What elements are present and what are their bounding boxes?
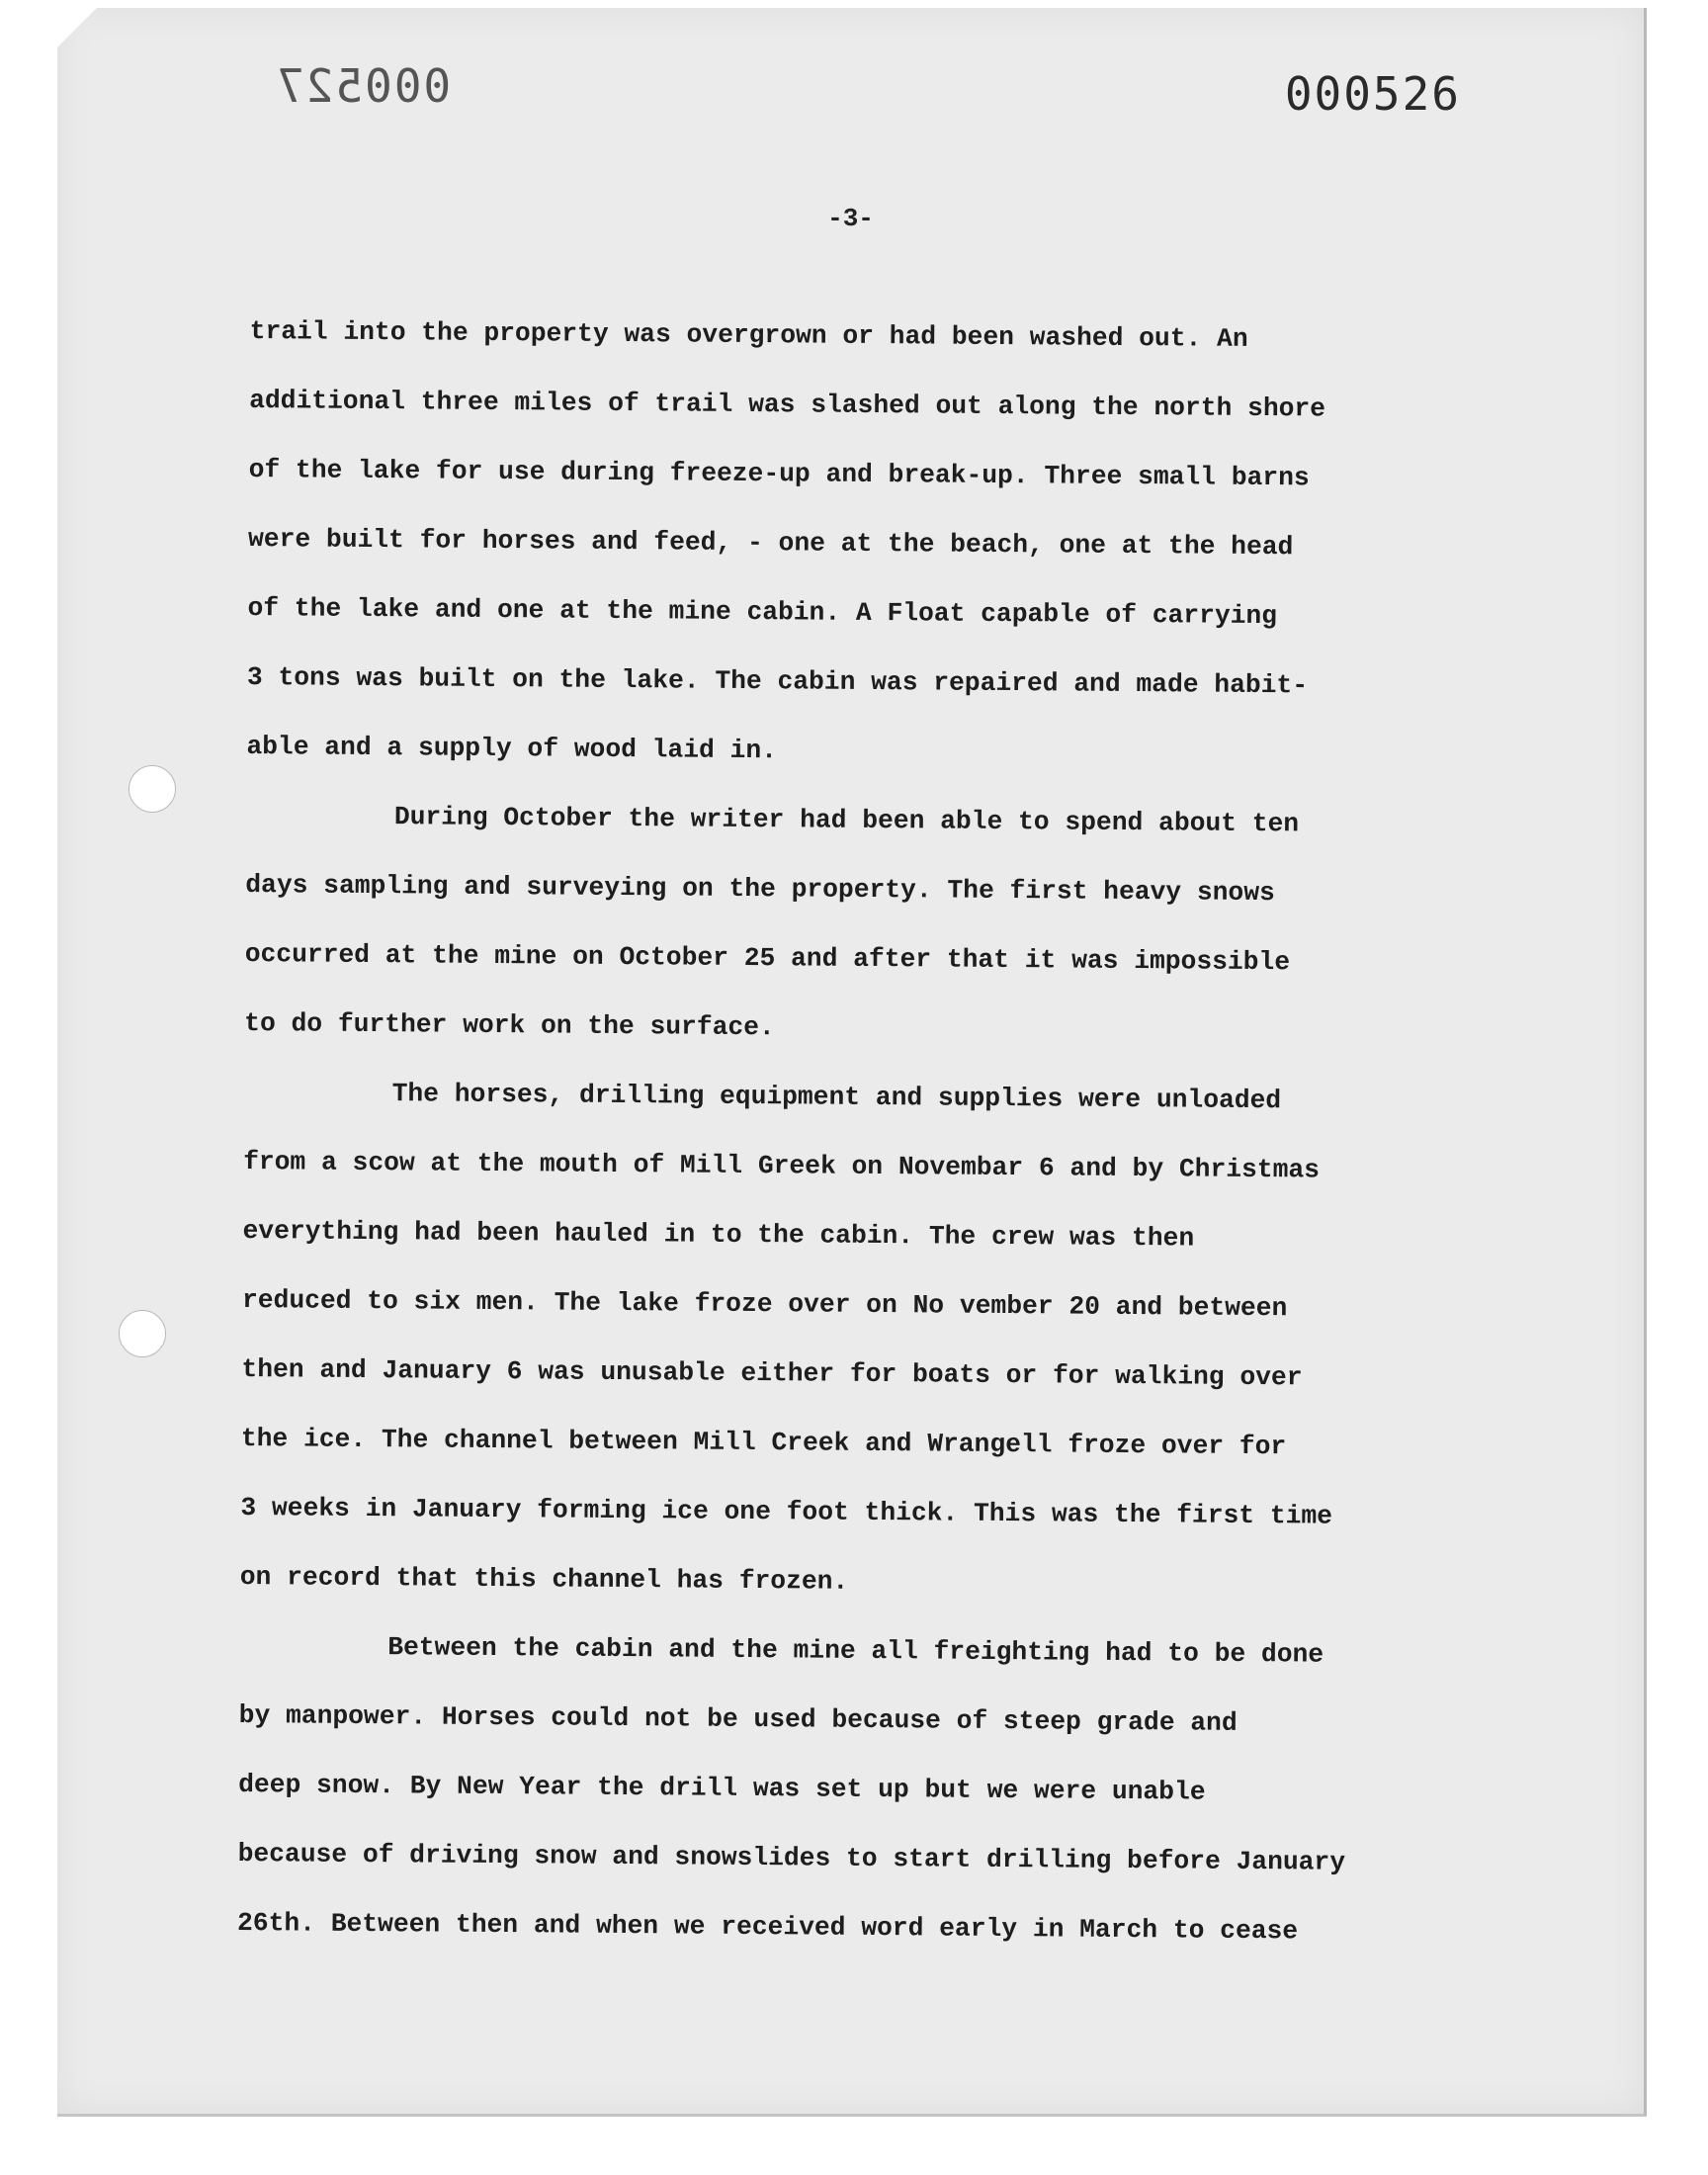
- paragraph-start-line: During October the writer had been able to spend about ten: [393, 802, 1300, 839]
- text-line: reduced to six men. The lake froze over on No vember 20 and between: [241, 1284, 1288, 1324]
- paragraph-start-line: The horses, drilling equipment and supplies were unloaded: [391, 1079, 1282, 1116]
- text-line: because of driving snow and snowslides to start drilling before January: [237, 1838, 1346, 1877]
- text-line: 3 weeks in January forming ice one foot thick. This was the first time: [240, 1492, 1333, 1531]
- text-line: on record that this channel has frozen.: [239, 1561, 849, 1597]
- document-body: [237, 297, 1545, 1967]
- text-line: able and a supply of wood laid in.: [246, 731, 778, 766]
- text-line: additional three miles of trail was slashed out along the north shore: [249, 385, 1326, 424]
- text-line: everything had been hauled in to the cabin. The crew was then: [242, 1215, 1195, 1254]
- text-line: occurred at the mine on October 25 and after that it was impossible: [244, 938, 1291, 978]
- text-line: then and January 6 was unusable either for boats or for walking over: [241, 1353, 1303, 1393]
- text-line: the ice. The channel between Mill Creek and Wrangell froze over for: [240, 1423, 1287, 1462]
- text-line: deep snow. By New Year the drill was set up but we were unable: [238, 1769, 1206, 1807]
- text-line: from a scow at the mouth of Mill Greek on Novembar 6 and by Christmas: [243, 1146, 1321, 1185]
- text-line: by manpower. Horses could not be used because of steep grade and: [238, 1699, 1238, 1738]
- text-line: trail into the property was overgrown or had been washed out. An: [249, 315, 1248, 354]
- paragraph-start-line: Between the cabin and the mine all freighting had to be done: [387, 1632, 1324, 1670]
- text-line: of the lake for use during freeze-up and break-up. Three small barns: [248, 454, 1310, 493]
- text-line: 26th. Between then and when we received word early in March to cease: [236, 1907, 1299, 1947]
- text-line: were built for horses and feed, - one at the beach, one at the head: [247, 523, 1294, 563]
- bates-number-stamp: 000526: [1284, 67, 1461, 121]
- document-page: [57, 8, 1647, 2117]
- punch-hole-top: [128, 765, 176, 813]
- text-line: of the lake and one at the mine cabin. A Float capable of carrying: [247, 592, 1278, 632]
- text-line: days sampling and surveying on the property. The first heavy snows: [245, 869, 1275, 909]
- text-line: to do further work on the surface.: [244, 1007, 775, 1043]
- text-line: 3 tons was built on the lake. The cabin was repaired and made habit-: [246, 661, 1309, 701]
- punch-hole-bottom: [119, 1310, 166, 1357]
- torn-corner: [57, 8, 97, 47]
- page-number: -3-: [827, 204, 874, 233]
- bleed-through-stamp: 000527: [275, 59, 452, 113]
